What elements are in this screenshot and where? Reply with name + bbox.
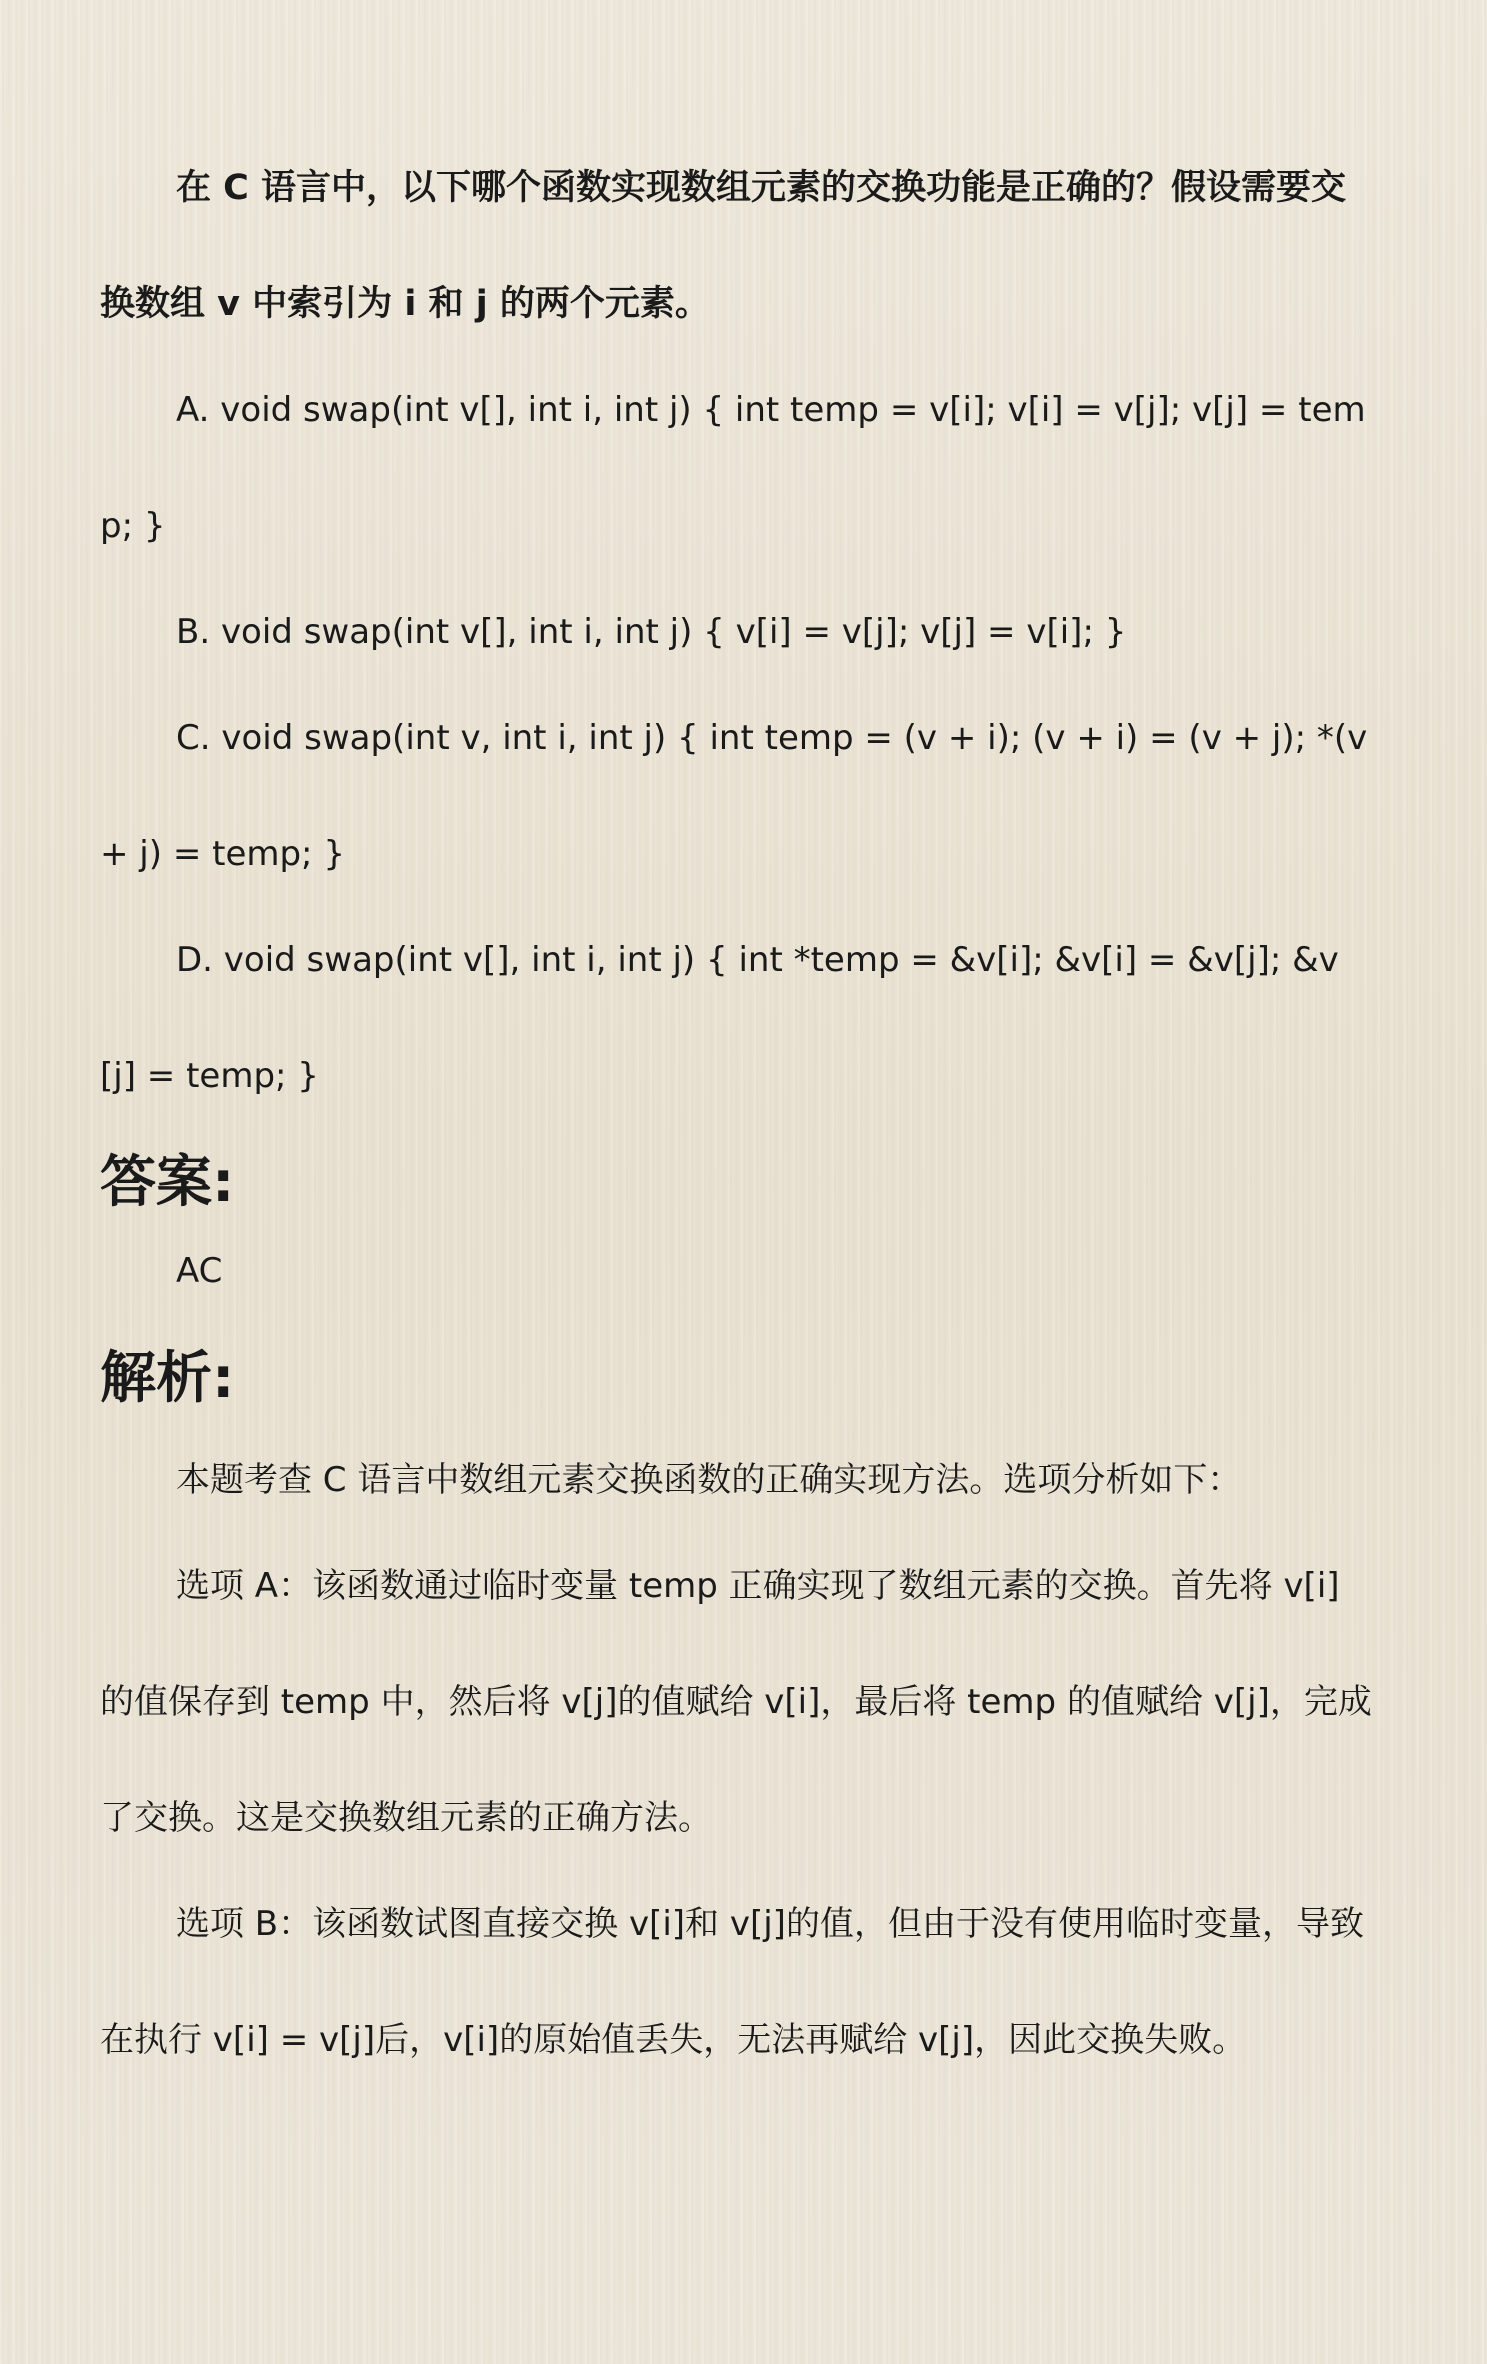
answer-value: AC	[176, 1251, 223, 1291]
option-d: D. void swap(int v[], int i, int j) { int *temp = &v[i]; &v[i] = &v[j]; &v[j] = temp; }	[100, 940, 1339, 1096]
question-text: 在 C 语言中，以下哪个函数实现数组元素的交换功能是正确的？假设需要交换数组 v 中索引为 i 和 j 的两个元素。	[100, 168, 1347, 324]
analysis-paragraph-option-a: 选项 A：该函数通过临时变量 temp 正确实现了数组元素的交换。首先将 v[i]的值保存到 temp 中，然后将 v[j]的值赋给 v[i]，最后将 temp 的值赋给 v[j]，完成了交换。这是交换数组元素的正确方法。	[100, 1566, 1372, 1838]
analysis-paragraph-intro: 本题考查 C 语言中数组元素交换函数的正确实现方法。选项分析如下：	[176, 1460, 1242, 1500]
answer-heading: 答案:	[100, 1150, 235, 1215]
analysis-paragraph-option-b: 选项 B：该函数试图直接交换 v[i]和 v[j]的值，但由于没有使用临时变量，导致在执行 v[i] = v[j]后，v[i]的原始值丢失，无法再赋给 v[j]，因此交换失败。	[100, 1904, 1364, 2060]
document-page	[100, 130, 1372, 2098]
option-b: B. void swap(int v[], int i, int j) { v[i] = v[j]; v[j] = v[i]; }	[176, 612, 1127, 652]
option-a: A. void swap(int v[], int i, int j) { int temp = v[i]; v[i] = v[j]; v[j] = temp; }	[100, 390, 1366, 546]
analysis-heading: 解析:	[100, 1346, 235, 1411]
option-c: C. void swap(int v, int i, int j) { int temp = (v + i); (v + i) = (v + j); *(v + j) = temp; }	[100, 718, 1368, 874]
